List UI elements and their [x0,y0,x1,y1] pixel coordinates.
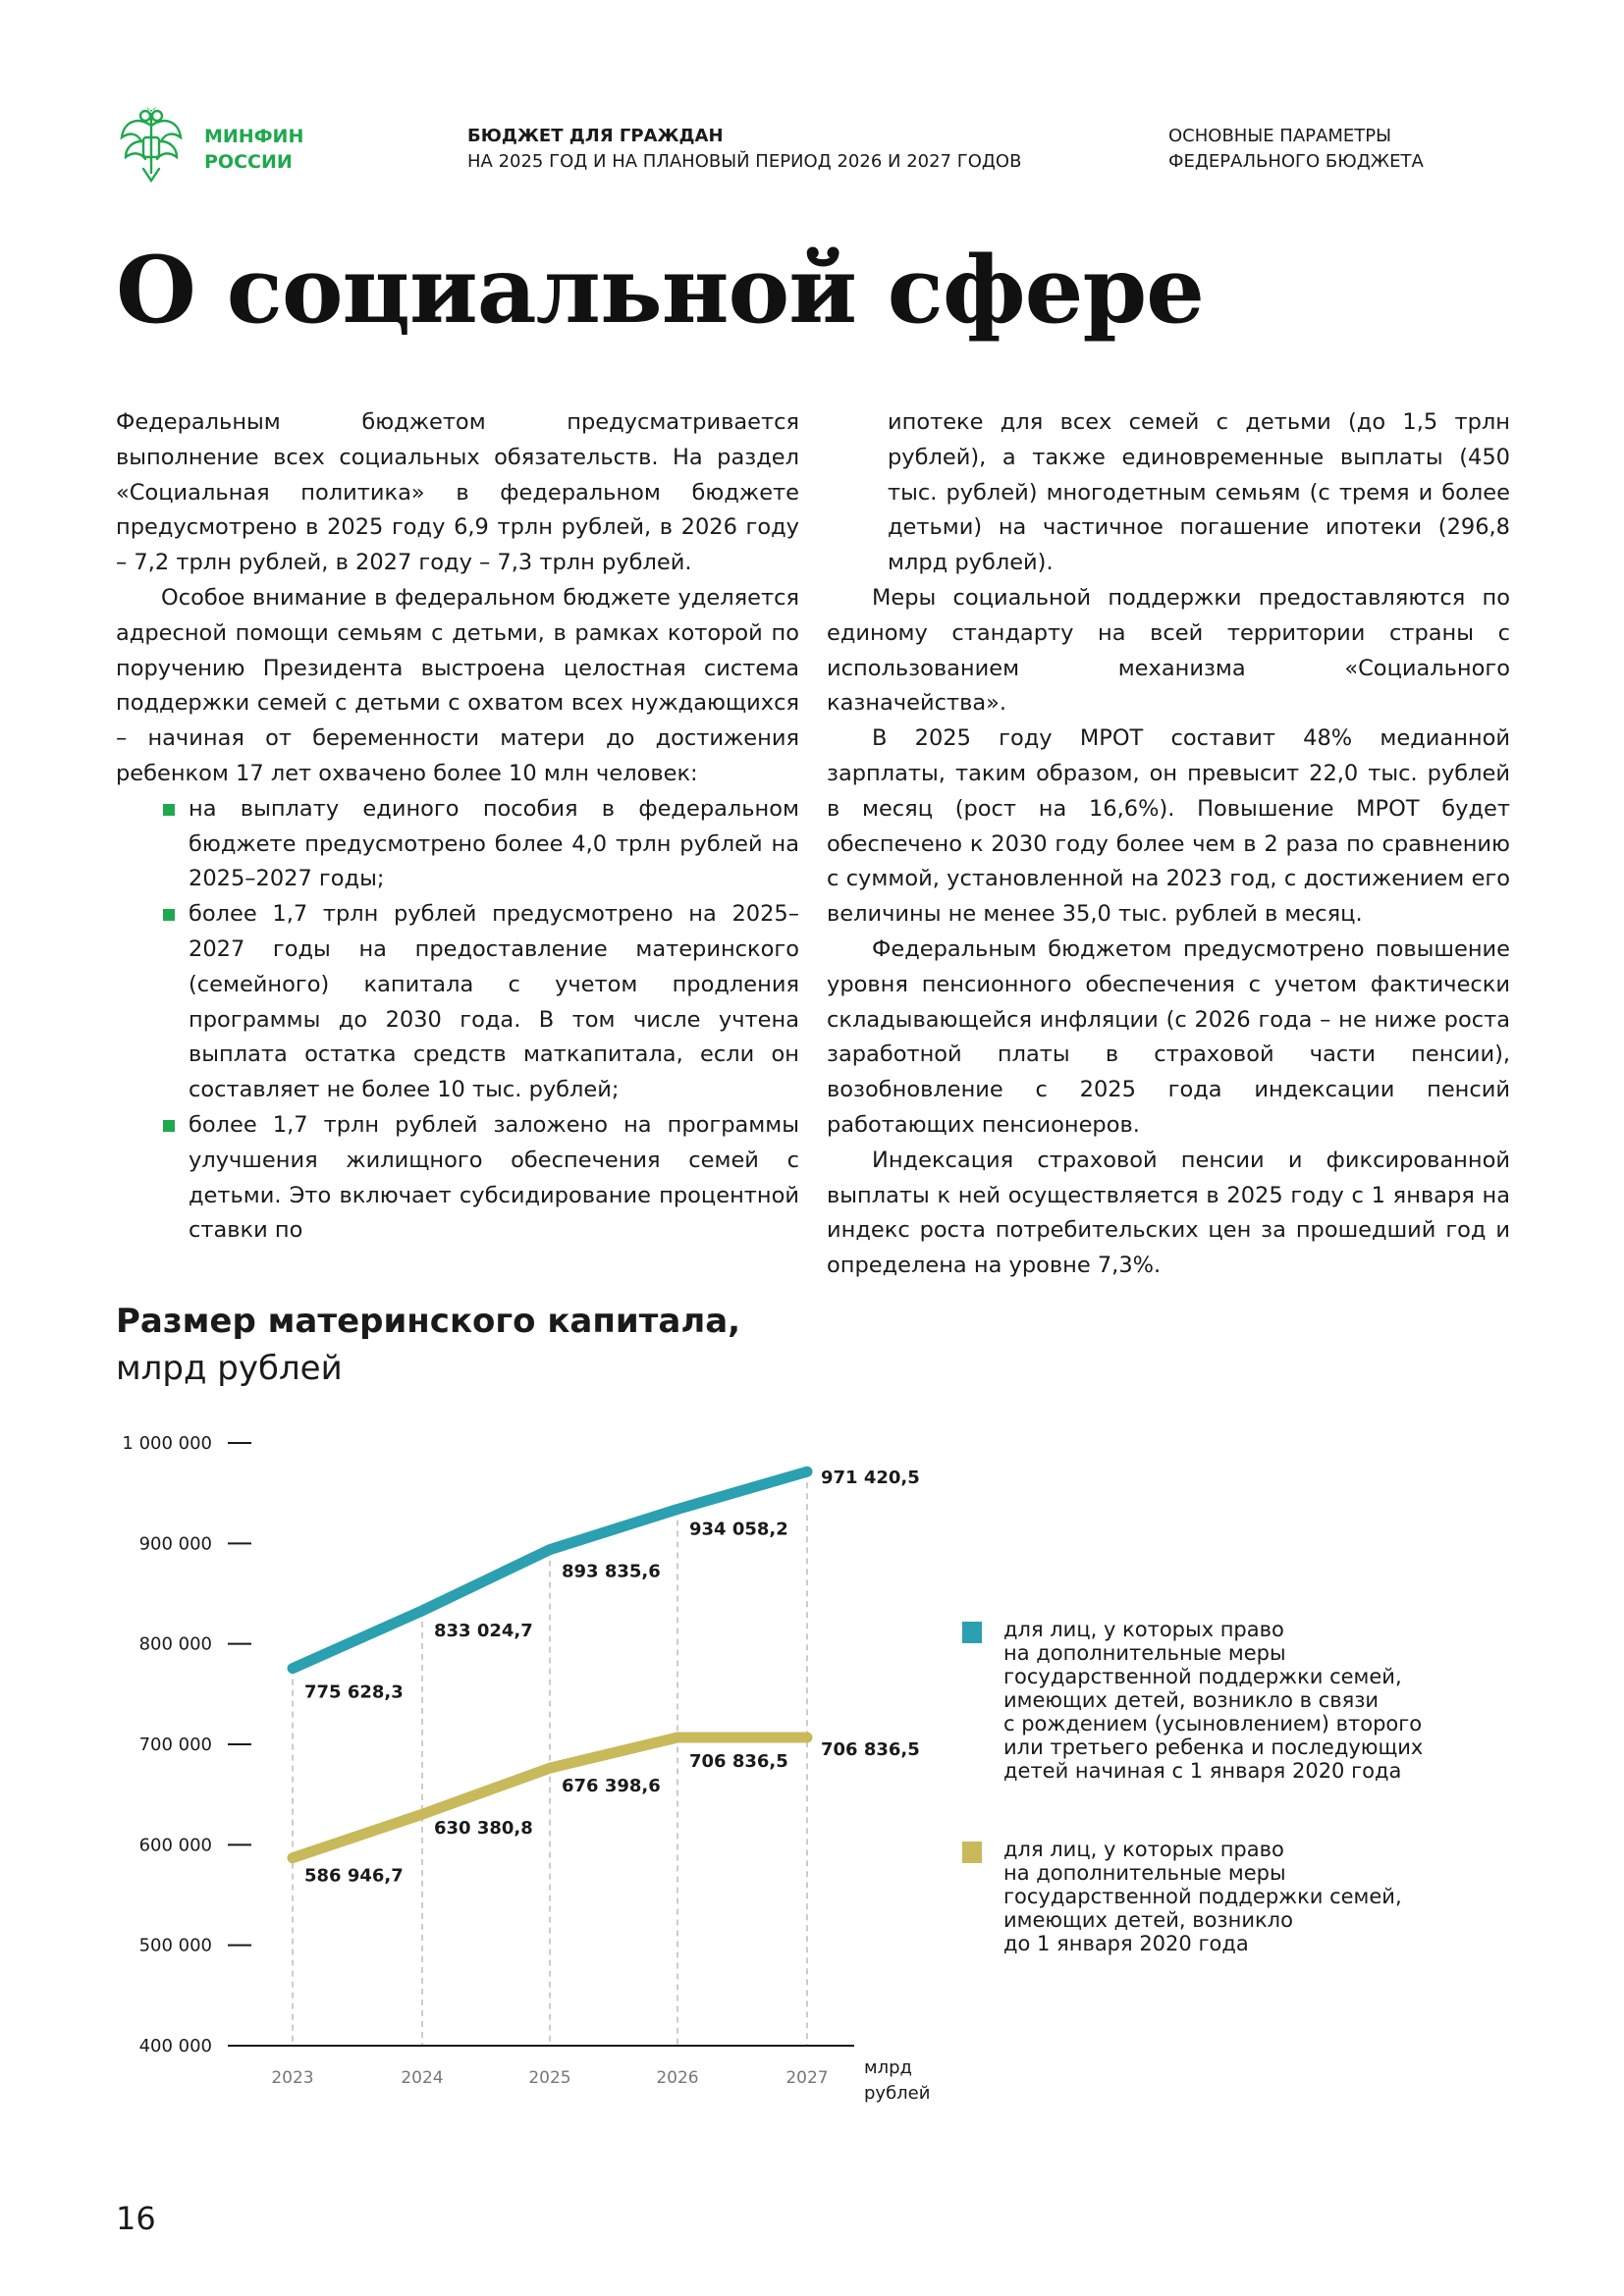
data-label: 971 420,5 [821,1468,920,1489]
y-tick-label: 800 000 [138,1633,212,1655]
section-title-line-1: ОСНОВНЫЕ ПАРАМЕТРЫ [1168,126,1391,146]
y-tick-label: 1 000 000 [122,1433,212,1454]
data-label: 586 946,7 [304,1865,404,1887]
paragraph: Индексация страховой пенсии и фиксированной выплаты к ней осуществляется в 2025 году с 1 января на индекс роста потребительских цен за прошедший год и определена на уровне 7,3%. [827,1147,1510,1279]
x-tick-label: 2027 [785,2068,829,2088]
x-tick-label: 2023 [271,2068,314,2088]
x-axis-unit-label: рублей [864,2083,931,2104]
x-tick-label: 2025 [528,2068,571,2088]
legend-swatch [962,1842,982,1863]
x-axis-unit-label: млрд [864,2057,912,2078]
paragraph: Особое внимание в федеральном бюджете уделяется адресной помощи семьям с детьми, в рамках которой по поручению Президента выстроена целостная система поддержки семей с детьми с охватом всех нуждающихся – начиная от беременности матери до достижения ребенком 17 лет охвачено более 10 млн человек: [116,584,799,786]
list-item [116,897,799,1108]
document-title-main: БЮДЖЕТ ДЛЯ ГРАЖДАН [467,126,724,146]
coat-of-arms-icon [116,104,187,185]
document-title [467,124,1021,175]
data-label: 706 836,5 [689,1751,788,1773]
legend-swatch [962,1622,982,1643]
paragraph: Федеральным бюджетом предусмотрено повышение уровня пенсионного обеспечения с учетом фактически складывающейся инфляции (с 2026 года – не ниже роста заработной платы в страховой части пенсии), возобновление с 2025 года индексации пенсий работающих пенсионеров. [827,935,1510,1138]
bullet-square-icon [163,1120,175,1132]
bullet-square-icon [163,909,175,921]
data-label: 706 836,5 [821,1739,920,1761]
page-title: О социальной сфере [116,237,1204,345]
data-label: 676 398,6 [562,1776,661,1797]
y-tick-label: 900 000 [138,1533,212,1555]
x-tick-label: 2026 [656,2068,699,2088]
data-label: 775 628,3 [304,1682,404,1703]
bullet-square-icon [163,804,175,816]
list-item [116,1108,799,1249]
legend-label: для лиц, у которых право на дополнительные меры государственной поддержки семей, имеющих детей, возникло до 1 января 2020 года [1003,1838,1402,1955]
data-label: 934 058,2 [689,1519,788,1540]
legend-item [962,1618,1473,1783]
document-title-period: НА 2025 ГОД И НА ПЛАНОВЫЙ ПЕРИОД 2026 И 2027 ГОДОВ [467,151,1022,172]
y-tick-label: 500 000 [138,1935,212,1956]
paragraph: ипотеке для всех семей с детьми (до 1,5 трлн рублей), а также единовременные выплаты (450 тыс. рублей) многодетным семьям (с тремя и более детьми) на частичное погашение ипотеки (296,8 млрд рублей). [888,409,1510,576]
chart-title [116,1298,740,1392]
y-tick-label: 700 000 [138,1735,212,1755]
series-line [293,1737,807,1858]
section-title-line-2: ФЕДЕРАЛЬНОГО БЮДЖЕТА [1168,151,1424,172]
chart-title-main: Размер материнского капитала, [116,1302,741,1341]
left-column [116,405,799,1249]
chart-subtitle: млрд рублей [116,1349,343,1388]
bullet-list [116,792,799,1249]
data-label: 893 835,6 [562,1561,661,1582]
data-label: 630 380,8 [434,1818,533,1840]
brand-line-1: МИНФИН [204,126,304,147]
data-label: 833 024,7 [434,1620,533,1641]
paragraph: Федеральным бюджетом предусматривается выполнение всех социальных обязательств. На раздел «Социальная политика» в федеральном бюджете предусмотрено в 2025 году 6,9 трлн рублей, в 2026 году – 7,2 трлн рублей, в 2027 году – 7,3 трлн рублей. [116,409,799,576]
paragraph: Меры социальной поддержки предоставляются по единому стандарту на всей территории страны с использованием механизма «Социального казначейства». [827,584,1510,717]
y-tick-label: 400 000 [138,2036,212,2056]
legend-item [962,1838,1473,1955]
brand-line-2: РОССИИ [204,151,293,173]
paragraph: В 2025 году МРОТ составит 48% медианной зарплаты, таким образом, он превысит 22,0 тыс. рублей в месяц (рост на 16,6%). Повышение МРОТ будет обеспечено к 2030 году более чем в 2 раза по сравнению с суммой, установленной на 2023 год, с достижением его величины не менее 35,0 тыс. рублей в месяц. [827,725,1510,928]
page-number: 16 [116,2200,156,2237]
list-item [116,792,799,897]
x-tick-label: 2024 [401,2068,444,2088]
series-line [293,1471,807,1668]
list-item-text: более 1,7 трлн рублей предусмотрено на 2025–2027 годы на предоставление материнского (семейного) капитала с учетом продления программы до 2030 года. В том числе учтена выплата остатка средств маткапитала, если он составляет не более 10 тыс. рублей; [189,901,799,1103]
right-column [827,405,1510,1284]
legend-label: для лиц, у которых право на дополнительные меры государственной поддержки семей, имеющих детей, возникло в связи с рождением (усыновлением) второго или третьего ребенка и последующих детей начиная с 1 января 2020 года [1003,1618,1424,1783]
y-tick-label: 600 000 [138,1835,212,1856]
page-header [116,104,1510,192]
list-item-text: на выплату единого пособия в федеральном бюджете предусмотрено более 4,0 трлн рублей на 2025–2027 годы; [189,795,799,892]
brand-name [204,124,303,175]
section-title [1168,124,1522,175]
list-item-text: более 1,7 трлн рублей заложено на программы улучшения жилищного обеспечения семей с детьми. Это включает субсидирование процентной ставки по [189,1111,799,1244]
